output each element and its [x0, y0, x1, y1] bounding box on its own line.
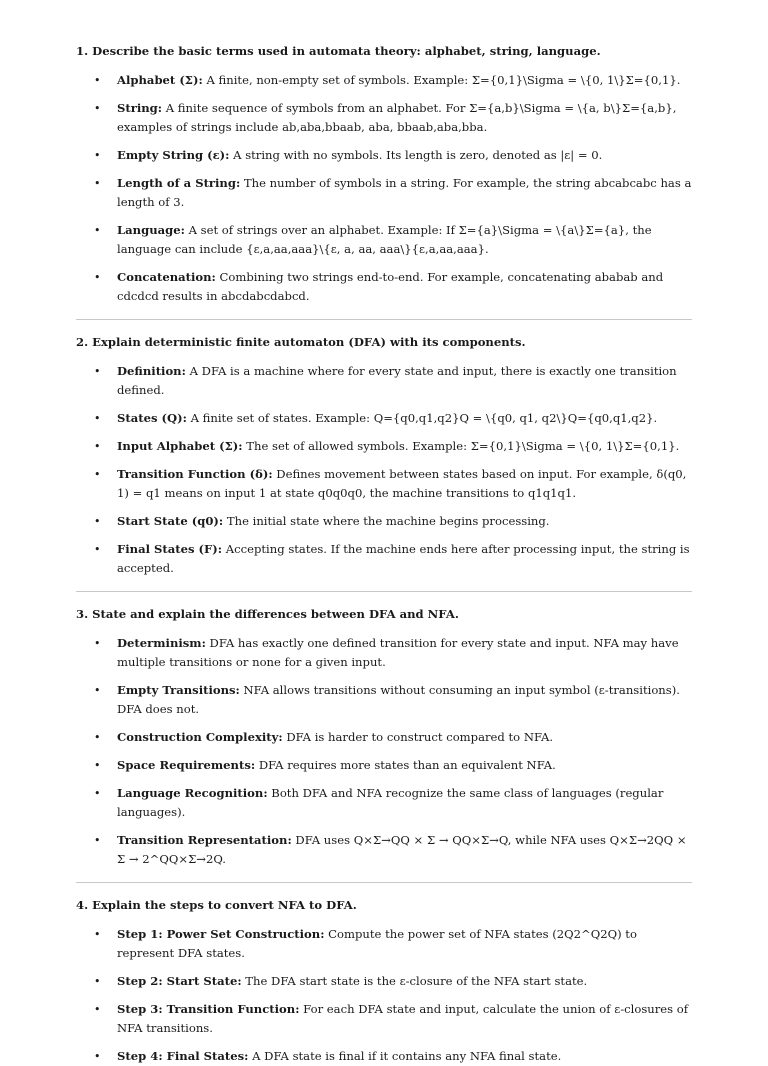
list-item — [94, 437, 692, 456]
bullet-icon: • — [94, 468, 101, 481]
item-term: Start State (q0): — [117, 514, 224, 528]
item-term: Empty Transitions: — [117, 683, 240, 697]
item-text: A finite set of states. Example: Q={q0,q1,q2}Q = \{q0, q1, q2\}Q={q0,q1,q2}. — [186, 411, 658, 425]
item-term: Transition Representation: — [117, 833, 292, 847]
item-term: Final States (F): — [117, 542, 223, 556]
list-item — [94, 146, 692, 165]
item-text: The initial state where the machine begins processing. — [223, 514, 550, 528]
item-text: Combining two strings end-to-end. For example, concatenating ababab and cdcdcd results in abcdabcdabcd. — [117, 270, 664, 303]
list-item — [94, 831, 692, 869]
bullet-list — [76, 71, 692, 306]
item-text: The DFA start state is the ε-closure of the NFA start state. — [241, 974, 588, 988]
item-term: Input Alphabet (Σ): — [117, 439, 243, 453]
section-divider — [76, 591, 692, 592]
list-item — [94, 728, 692, 747]
list-item — [94, 409, 692, 428]
item-term: Step 1: Power Set Construction: — [117, 927, 325, 941]
item-term: Empty String (ε): — [117, 148, 230, 162]
section-2 — [76, 333, 692, 578]
list-item — [94, 71, 692, 90]
bullet-icon: • — [94, 102, 101, 115]
list-item — [94, 362, 692, 400]
bullet-icon: • — [94, 1050, 101, 1063]
item-text: DFA has exactly one defined transition for every state and input. NFA may have multiple transitions or none for a given input. — [117, 636, 679, 669]
item-term: Step 3: Transition Function: — [117, 1002, 300, 1016]
item-term: Step 4: Final States: — [117, 1049, 249, 1063]
item-term: String: — [117, 101, 163, 115]
list-item — [94, 174, 692, 212]
section-4 — [76, 896, 692, 1066]
item-text: A string with no symbols. Its length is zero, denoted as |ε| = 0. — [229, 148, 603, 162]
list-item — [94, 784, 692, 822]
item-term: Language: — [117, 223, 185, 237]
item-term: Definition: — [117, 364, 186, 378]
section-3 — [76, 605, 692, 869]
bullet-icon: • — [94, 637, 101, 650]
item-text: A DFA state is final if it contains any NFA final state. — [248, 1049, 562, 1063]
item-text: DFA is harder to construct compared to NFA. — [282, 730, 554, 744]
item-text: For each DFA state and input, calculate the union of ε-closures of NFA transitions. — [117, 1002, 689, 1035]
bullet-icon: • — [94, 271, 101, 284]
list-item — [94, 756, 692, 775]
list-item — [94, 268, 692, 306]
item-text: Accepting states. If the machine ends here after processing input, the string is accepted. — [117, 542, 690, 575]
list-item — [94, 972, 692, 991]
section-divider — [76, 882, 692, 883]
item-text: DFA uses Q×Σ→QQ × Σ → QQ×Σ→Q, while NFA uses Q×Σ→2QQ × Σ → 2^QQ×Σ→2Q. — [117, 833, 687, 866]
item-text: Compute the power set of NFA states (2Q2^Q2Q) to represent DFA states. — [117, 927, 637, 960]
item-term: Transition Function (δ): — [117, 467, 273, 481]
item-text: DFA requires more states than an equivalent NFA. — [255, 758, 556, 772]
list-item — [94, 465, 692, 503]
list-item — [94, 925, 692, 963]
item-text: A finite, non-empty set of symbols. Example: Σ={0,1}\Sigma = \{0, 1\}Σ={0,1}. — [202, 73, 681, 87]
bullet-icon: • — [94, 759, 101, 772]
item-text: Defines movement between states based on input. For example, δ(q0, 1) = q1 means on input 1 at state q0q0q0, the machine transitions to q1q1q1. — [117, 467, 687, 500]
item-term: Step 2: Start State: — [117, 974, 242, 988]
item-term: States (Q): — [117, 411, 187, 425]
list-item — [94, 634, 692, 672]
section-heading: 4. Explain the steps to convert NFA to DFA. — [76, 898, 357, 912]
list-item — [94, 681, 692, 719]
bullet-list — [76, 362, 692, 578]
bullet-icon: • — [94, 224, 101, 237]
list-item — [94, 99, 692, 137]
list-item — [94, 1000, 692, 1038]
section-heading: 3. State and explain the differences between DFA and NFA. — [76, 607, 459, 621]
item-term: Length of a String: — [117, 176, 241, 190]
item-term: Concatenation: — [117, 270, 216, 284]
bullet-icon: • — [94, 731, 101, 744]
bullet-icon: • — [94, 928, 101, 941]
item-text: A set of strings over an alphabet. Example: If Σ={a}\Sigma = \{a\}Σ={a}, the language can include {ε,a,aa,aaa}\{ε, a, aa, aaa\}{ε,a,aa,aaa}. — [117, 223, 652, 256]
bullet-icon: • — [94, 365, 101, 378]
list-item — [94, 1047, 692, 1066]
bullet-icon: • — [94, 834, 101, 847]
bullet-icon: • — [94, 149, 101, 162]
bullet-icon: • — [94, 684, 101, 697]
item-term: Construction Complexity: — [117, 730, 283, 744]
section-heading: 2. Explain deterministic finite automaton (DFA) with its components. — [76, 335, 526, 349]
item-text: The number of symbols in a string. For example, the string abcabcabc has a length of 3. — [117, 176, 692, 209]
item-text: The set of allowed symbols. Example: Σ={0,1}\Sigma = \{0, 1\}Σ={0,1}. — [242, 439, 680, 453]
list-item — [94, 221, 692, 259]
item-term: Space Requirements: — [117, 758, 256, 772]
bullet-icon: • — [94, 440, 101, 453]
bullet-icon: • — [94, 515, 101, 528]
item-text: NFA allows transitions without consuming an input symbol (ε-transitions). DFA does not. — [117, 683, 680, 716]
item-term: Determinism: — [117, 636, 206, 650]
item-text: Both DFA and NFA recognize the same class of languages (regular languages). — [117, 786, 664, 819]
bullet-icon: • — [94, 74, 101, 87]
bullet-icon: • — [94, 177, 101, 190]
item-term: Alphabet (Σ): — [117, 73, 203, 87]
bullet-icon: • — [94, 543, 101, 556]
bullet-icon: • — [94, 787, 101, 800]
item-term: Language Recognition: — [117, 786, 268, 800]
item-text: A DFA is a machine where for every state and input, there is exactly one transition defined. — [117, 364, 677, 397]
section-1 — [76, 42, 692, 306]
bullet-list — [76, 634, 692, 869]
section-divider — [76, 319, 692, 320]
section-heading: 1. Describe the basic terms used in automata theory: alphabet, string, language. — [76, 44, 601, 58]
list-item — [94, 540, 692, 578]
bullet-icon: • — [94, 412, 101, 425]
bullet-icon: • — [94, 975, 101, 988]
list-item — [94, 512, 692, 531]
item-text: A finite sequence of symbols from an alphabet. For Σ={a,b}\Sigma = \{a, b\}Σ={a,b}, examples of strings include ab,aba,bbaab, aba, bbaab,aba,bba. — [117, 101, 677, 134]
bullet-list — [76, 925, 692, 1066]
bullet-icon: • — [94, 1003, 101, 1016]
